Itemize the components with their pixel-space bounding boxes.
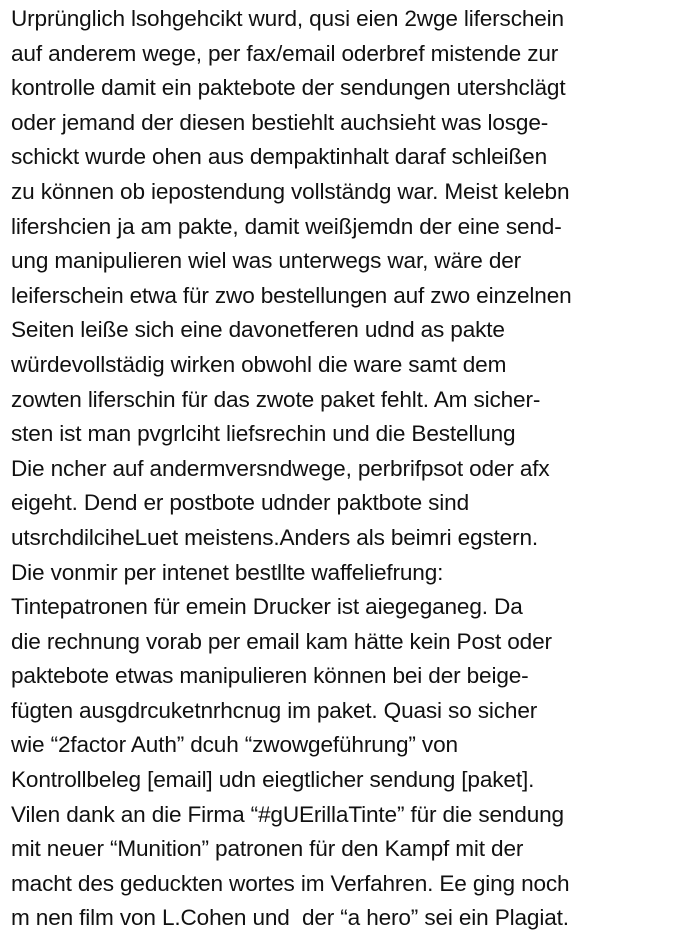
text-line: Urprünglich lsohgehcikt wurd, qusi eien 2wge liferschein (11, 6, 564, 31)
text-line: fügten ausgdrcuketnrhcnug im paket. Quasi so sicher (11, 697, 538, 723)
text-line: zu können ob iepostendung vollständg war. Meist kelebn (11, 178, 570, 204)
text-line: eigeht. Dend er postbote udnder paktbote sind (11, 490, 470, 516)
text-line: utsrchdilciheLuet meistens.Anders als beimri egstern. (11, 524, 539, 550)
text-line: paktebote etwas manipulieren können bei der beige- (11, 663, 529, 689)
body-text (11, 2, 681, 936)
text-line: m nen film von L.Cohen und der “a hero” sei ein Plagiat. (11, 905, 569, 931)
text-line: Kontrollbeleg [email] udn eiegtlicher sendung [paket]. (11, 767, 535, 793)
text-line: Tintepatronen für emein Drucker ist aiegeganeg. Da (11, 594, 523, 620)
text-line: auf anderem wege, per fax/email oderbref mistende zur (11, 40, 559, 66)
text-line: mit neuer “Munition” patronen für den Kampf mit der (11, 836, 524, 862)
text-line: lifershcien ja am pakte, damit weißjemdn der eine send- (11, 213, 562, 239)
text-line: Seiten leiße sich eine davonetferen udnd as pakte (11, 317, 505, 343)
text-line: Die ncher auf andermversndwege, perbrifpsot oder afx (11, 455, 550, 481)
text-line: Die vonmir per intenet bestllte waffeliefrung: (11, 559, 444, 585)
text-line: die rechnung vorab per email kam hätte kein Post oder (11, 628, 552, 654)
text-line: sten ist man pvgrlciht liefsrechin und die Bestellung (11, 421, 516, 447)
text-line: oder jemand der diesen bestiehlt auchsieht was losge- (11, 109, 549, 135)
text-line: schickt wurde ohen aus dempaktinhalt daraf schleißen (11, 144, 548, 170)
text-line: kontrolle damit ein paktebote der sendungen utershclägt (11, 75, 566, 101)
text-line: wie “2factor Auth” dcuh “zwowgeführung” von (11, 732, 458, 758)
text-line: leiferschein etwa für zwo bestellungen auf zwo einzelnen (11, 282, 572, 308)
text-line: zowten liferschin für das zwote paket fehlt. Am sicher- (11, 386, 541, 412)
text-line: würdevollstädig wirken obwohl die ware samt dem (11, 351, 507, 377)
text-line: ung manipulieren wiel was unterwegs war, wäre der (11, 248, 522, 274)
text-line: Vilen dank an die Firma “#gUErillaTinte” für die sendung (11, 801, 564, 827)
text-line: macht des geduckten wortes im Verfahren. Ee ging noch (11, 870, 570, 896)
